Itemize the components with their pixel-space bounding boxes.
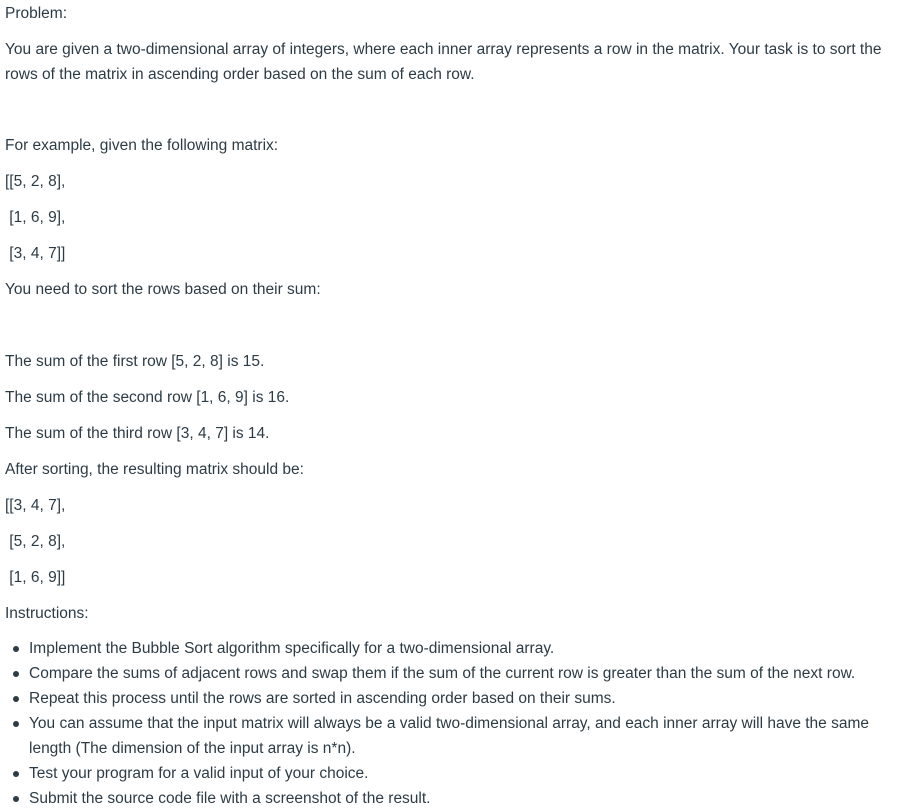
bullet-icon xyxy=(13,771,19,777)
instruction-item xyxy=(5,761,900,786)
bullet-icon xyxy=(13,671,19,677)
bullet-icon xyxy=(13,646,19,652)
input-matrix-row: [3, 4, 7]] xyxy=(5,245,66,262)
row-sum-line: The sum of the third row [3, 4, 7] is 14. xyxy=(5,425,270,442)
instructions-list xyxy=(5,636,900,811)
sort-note: You need to sort the rows based on their sum: xyxy=(5,281,321,298)
output-matrix-row: [5, 2, 8], xyxy=(5,533,66,550)
instruction-text: Submit the source code file with a screenshot of the result. xyxy=(29,790,431,807)
input-matrix-row: [[5, 2, 8], xyxy=(5,173,66,190)
instruction-text: You can assume that the input matrix will always be a valid two-dimensional array, and each inner array will have the same length (The dimension of the input array is n*n). xyxy=(29,715,870,757)
example-label: For example, given the following matrix: xyxy=(5,137,279,154)
bullet-icon xyxy=(13,796,19,802)
instruction-item xyxy=(5,786,900,811)
output-matrix-row: [[3, 4, 7], xyxy=(5,497,66,514)
row-sum-line: The sum of the first row [5, 2, 8] is 15. xyxy=(5,353,265,370)
instruction-text: Compare the sums of adjacent rows and swap them if the sum of the current row is greater than the sum of the next row. xyxy=(29,665,856,682)
after-sorting-label: After sorting, the resulting matrix should be: xyxy=(5,461,304,478)
input-matrix-row: [1, 6, 9], xyxy=(5,209,66,226)
problem-heading: Problem: xyxy=(5,5,68,22)
instruction-item xyxy=(5,711,900,761)
instruction-item xyxy=(5,686,900,711)
row-sum-line: The sum of the second row [1, 6, 9] is 16. xyxy=(5,389,290,406)
instructions-heading: Instructions: xyxy=(5,605,89,622)
problem-intro: You are given a two-dimensional array of integers, where each inner array represents a row in the matrix. Your task is to sort the rows of the matrix in ascending order based on the sum of each row. xyxy=(5,41,882,83)
output-matrix-row: [1, 6, 9]] xyxy=(5,569,66,586)
bullet-icon xyxy=(13,696,19,702)
instruction-text: Test your program for a valid input of your choice. xyxy=(29,765,369,782)
instruction-text: Repeat this process until the rows are sorted in ascending order based on their sums. xyxy=(29,690,616,707)
instruction-item xyxy=(5,636,900,661)
instruction-item xyxy=(5,661,900,686)
instruction-text: Implement the Bubble Sort algorithm specifically for a two-dimensional array. xyxy=(29,640,555,657)
bullet-icon xyxy=(13,721,19,727)
